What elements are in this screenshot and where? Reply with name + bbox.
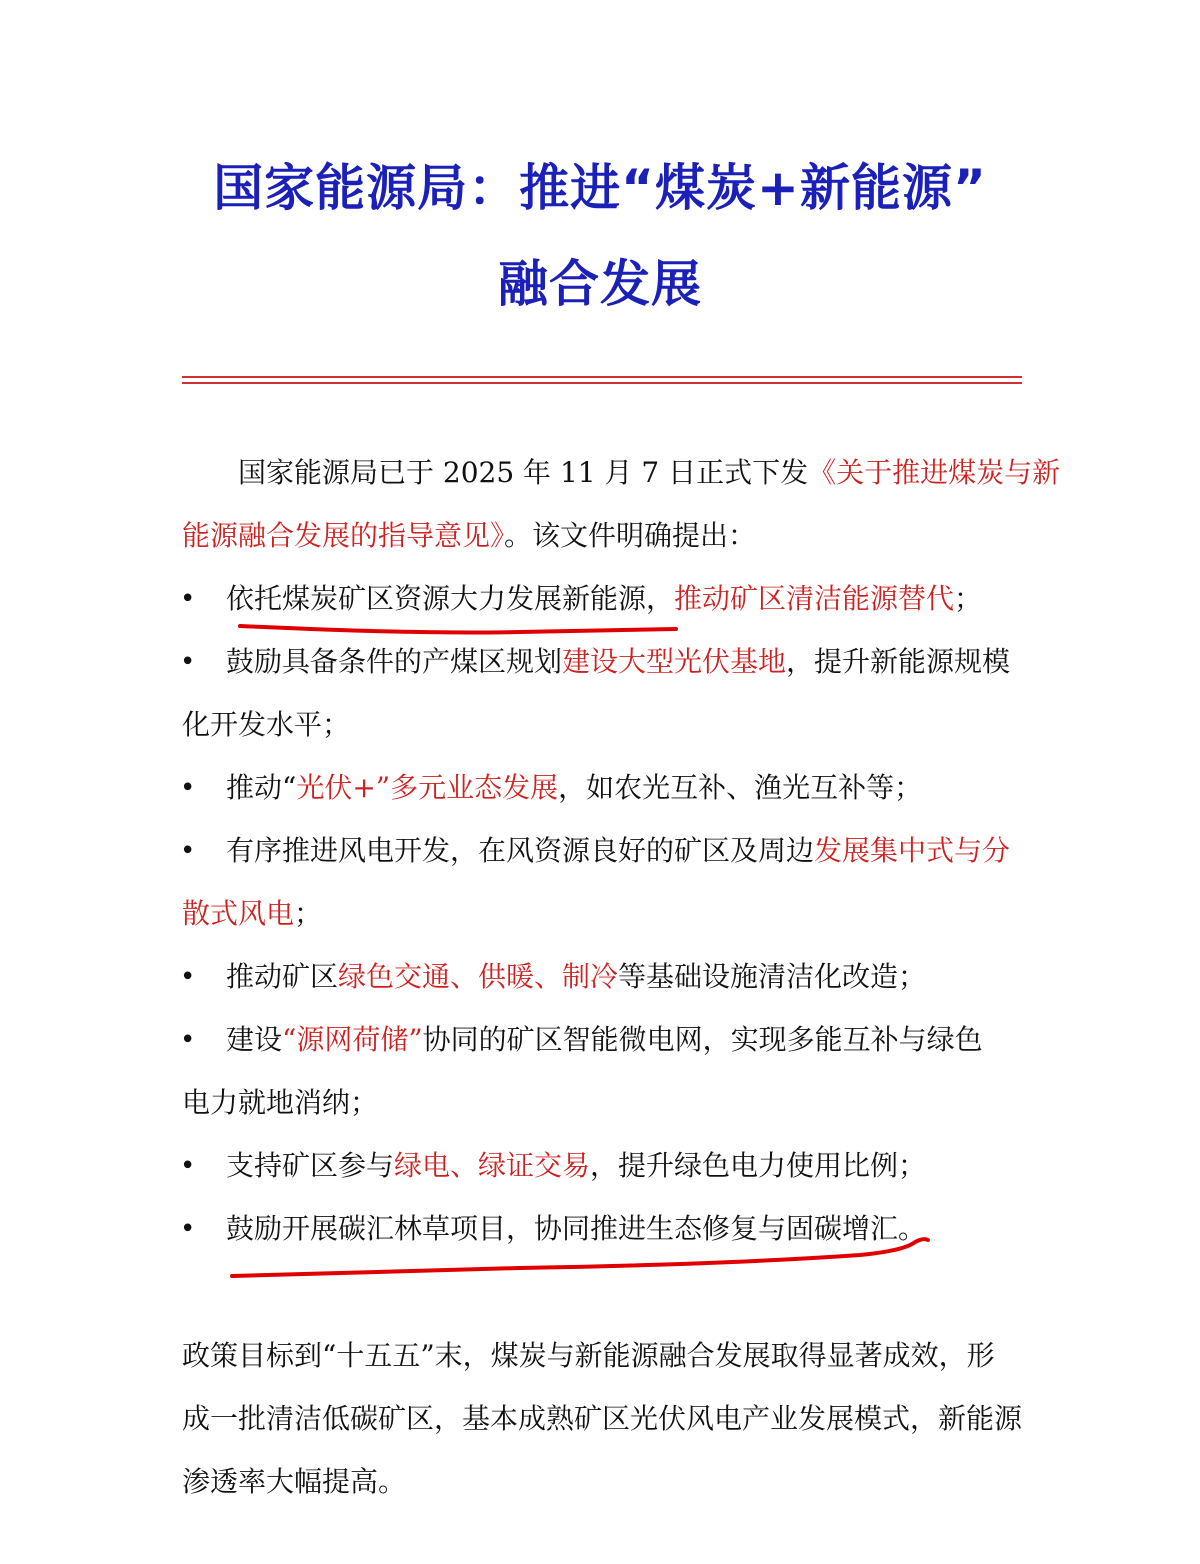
- bullet-1-end: ；: [954, 582, 983, 615]
- bullet-dot-1: •: [180, 584, 196, 614]
- pen-underline-bullet-8: [232, 1239, 928, 1276]
- bullet-4-end: ；: [294, 897, 323, 930]
- bullet-item-8: 鼓励开展碳汇林草项目，协同推进生态修复与固碳增汇。: [226, 1212, 927, 1245]
- bullet-4-text: 有序推进风电开发，在风资源良好的矿区及周边: [226, 834, 815, 867]
- bullet-2-highlight: 建设大型光伏基地: [562, 645, 787, 678]
- bullet-dot-3: •: [180, 773, 196, 803]
- bullet-5-highlight: 绿色交通、供暖、制冷: [338, 960, 619, 993]
- intro-prefix: 国家能源局已于 2025 年 11 月 7 日正式下发: [238, 456, 809, 489]
- bullet-1-text: 依托煤炭矿区资源大力发展新能源，: [226, 582, 675, 615]
- intro-suffix: 。该文件明确提出：: [504, 519, 757, 552]
- bullet-3-end: ，如农光互补、渔光互补等；: [558, 771, 923, 804]
- bullet-2-text: 鼓励具备条件的产煤区规划: [226, 645, 563, 678]
- bullet-item-6-continued: 电力就地消纳；: [182, 1086, 379, 1119]
- bullet-4-highlight: 发展集中式与分: [814, 834, 1011, 867]
- page-title-line2: 融合发展: [498, 255, 702, 313]
- bullet-dot-7: •: [180, 1151, 196, 1181]
- bullet-7-highlight: 绿电、绿证交易: [394, 1149, 591, 1182]
- bullet-dot-5: •: [180, 962, 196, 992]
- intro-doc-title-part2: 能源融合发展的指导意见》: [182, 519, 505, 552]
- bullet-7-text: 支持矿区参与: [226, 1149, 395, 1182]
- conclusion-line1: 政策目标到“十五五”末，煤炭与新能源融合发展取得显著成效，形: [182, 1339, 995, 1372]
- conclusion-line2: 成一批清洁低碳矿区，基本成熟矿区光伏风电产业发展模式，新能源: [182, 1402, 1023, 1435]
- bullet-3-highlight: 光伏+”多元业态发展: [296, 771, 559, 804]
- bullet-3-text: 推动“: [226, 771, 297, 804]
- bullet-dot-6: •: [180, 1025, 196, 1055]
- page-title-line1: 国家能源局：推进“煤炭+新能源”: [213, 159, 987, 217]
- bullet-5-text: 推动矿区: [226, 960, 339, 993]
- bullet-6-highlight: “源网荷储”: [282, 1023, 423, 1056]
- bullet-dot-8: •: [180, 1214, 196, 1244]
- bullet-6-end: 协同的矿区智能微电网，实现多能互补与绿色: [422, 1023, 983, 1056]
- intro-doc-title-part1: 《关于推进煤炭与新: [808, 456, 1061, 489]
- bullet-4-highlight-cont: 散式风电: [182, 897, 295, 930]
- bullet-2-end: ，提升新能源规模: [786, 645, 1011, 678]
- bullet-dot-2: •: [180, 647, 196, 677]
- conclusion-line3: 渗透率大幅提高。: [182, 1465, 407, 1498]
- bullet-dot-4: •: [180, 836, 196, 866]
- bullet-5-end: 等基础设施清洁化改造；: [618, 960, 927, 993]
- pen-underline-bullet-1: [240, 626, 676, 633]
- bullet-item-2-continued: 化开发水平；: [182, 708, 351, 741]
- bullet-7-end: ，提升绿色电力使用比例；: [590, 1149, 927, 1182]
- bullet-6-text: 建设: [226, 1023, 283, 1056]
- bullet-1-highlight: 推动矿区清洁能源替代: [674, 582, 955, 615]
